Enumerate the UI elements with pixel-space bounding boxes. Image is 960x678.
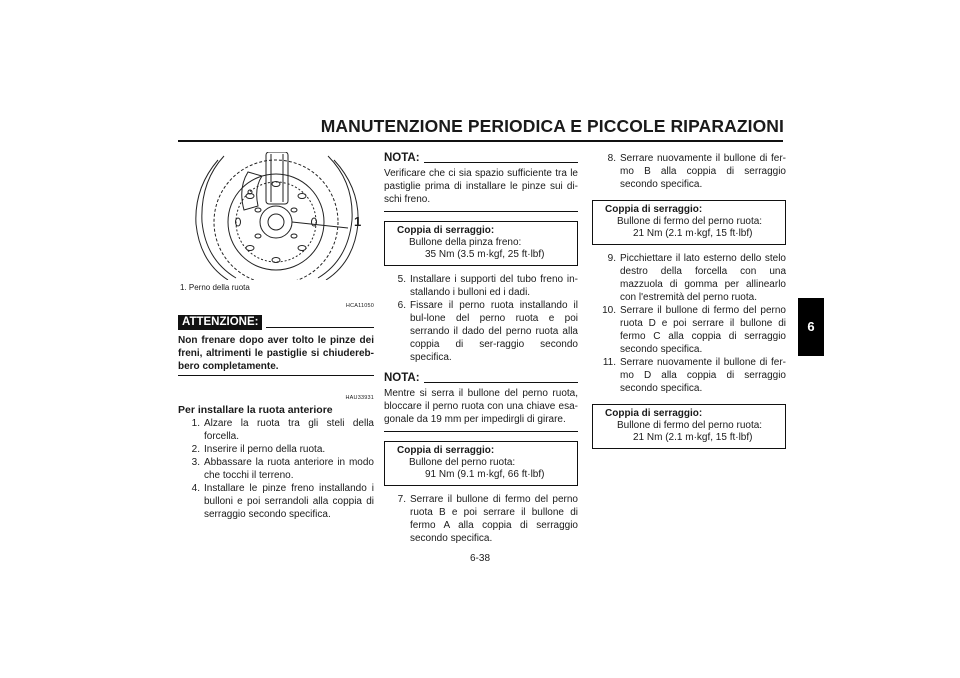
list-item: 3. Abbassare la ruota anteriore in modo che tocchi il terreno. [191, 457, 374, 481]
list-item: 6. Fissare il perno ruota installando il bul-lone del perno ruota e poi serrando il dado del perno ruota alla coppia di ser-raggio secondo specifica. [397, 300, 578, 363]
list-item: 2. Inserire il perno della ruota. [191, 444, 326, 455]
list-item: 9. Picchiettare il lato esterno dello stelo destro della forcella con una mazzuola di gomma per allinearlo con l'estremità del perno ruota. [607, 253, 786, 303]
nota2-heading [384, 372, 578, 385]
chapter-tab: 6 [798, 298, 824, 356]
list-item: 8. Serrare nuovamente il bullone di fer-mo B alla coppia di serraggio secondo specifica. [607, 153, 786, 190]
page-title: MANUTENZIONE PERIODICA E PICCOLE RIPARAZIONI [320, 116, 784, 136]
torque-box-1: Coppia di serraggio: Bullone della pinza freno: 35 Nm (3.5 m·kgf, 25 ft·lbf) [384, 221, 578, 266]
attention-text: Non frenare dopo aver tolto le pinze dei freni, altrimenti le pastiglie si chiudereb-bero completamente. [178, 335, 374, 372]
front-wheel-illustration [178, 152, 374, 280]
list-item: 5. Installare i supporti del tubo freno in-stallando i bulloni ed i dadi. [397, 274, 578, 298]
nota1-label: NOTA: [384, 152, 420, 164]
list-item: 1. Alzare la ruota tra gli steli della forcella. [191, 418, 374, 442]
install-steps-7 [384, 493, 578, 545]
column-2 [384, 152, 578, 545]
torque-box-3: Coppia di serraggio: Bullone di fermo del perno ruota: 21 Nm (2.1 m·kgf, 15 ft·lbf) [592, 200, 786, 245]
attention-code: HCA11050 [345, 303, 374, 309]
install-code: HAU33931 [345, 395, 374, 401]
install-steps-5-6 [384, 273, 578, 364]
column-1 [178, 300, 374, 521]
list-item: 4. Installare le pinze freno installando i bulloni e poi serrandoli alla coppia di serraggio secondo specifica. [191, 483, 374, 520]
column-3 [592, 152, 786, 449]
attention-heading [178, 315, 374, 330]
install-steps-9-11 [592, 252, 786, 395]
list-item: 10. Serrare il bullone di fermo del perno ruota D e poi serrare il bullone di fermo C alla coppia di serraggio secondo specifica. [602, 305, 786, 355]
figure-caption: 1. Perno della ruota [180, 283, 250, 292]
torque-box-2: Coppia di serraggio: Bullone del perno ruota: 91 Nm (9.1 m·kgf, 66 ft·lbf) [384, 441, 578, 486]
nota1-end-rule [384, 211, 578, 212]
nota2-text: Mentre si serra il bullone del perno ruota, bloccare il perno ruota con una chiave esa-gonale da 19 mm per impedirgli di girare. [384, 388, 578, 425]
list-item: 11. Serrare nuovamente il bullone di fer-mo D alla coppia di serraggio secondo specifica. [602, 357, 786, 394]
page-number: 6-38 [469, 553, 490, 564]
install-heading: Per installare la ruota anteriore [178, 404, 333, 416]
install-steps [178, 417, 374, 521]
attention-rule [266, 327, 374, 328]
figure-callout-1: 1 [354, 214, 362, 229]
front-wheel-figure [178, 152, 374, 280]
title-rule [178, 140, 783, 142]
torque-box-4: Coppia di serraggio: Bullone di fermo del perno ruota: 21 Nm (2.1 m·kgf, 15 ft·lbf) [592, 404, 786, 449]
list-item: 7. Serrare il bullone di fermo del perno ruota B e poi serrare il bullone di fermo A alla coppia di serraggio secondo specifica. [397, 494, 578, 544]
nota1-text: Verificare che ci sia spazio sufficiente tra le pastiglie prima di installare le pinze sui di-schi freno. [384, 168, 578, 205]
nota2-label: NOTA: [384, 372, 420, 384]
nota1-heading [384, 152, 578, 165]
attention-label: ATTENZIONE: [178, 315, 262, 330]
install-steps-8 [592, 152, 786, 191]
attention-end-rule [178, 375, 374, 376]
nota2-end-rule [384, 431, 578, 432]
